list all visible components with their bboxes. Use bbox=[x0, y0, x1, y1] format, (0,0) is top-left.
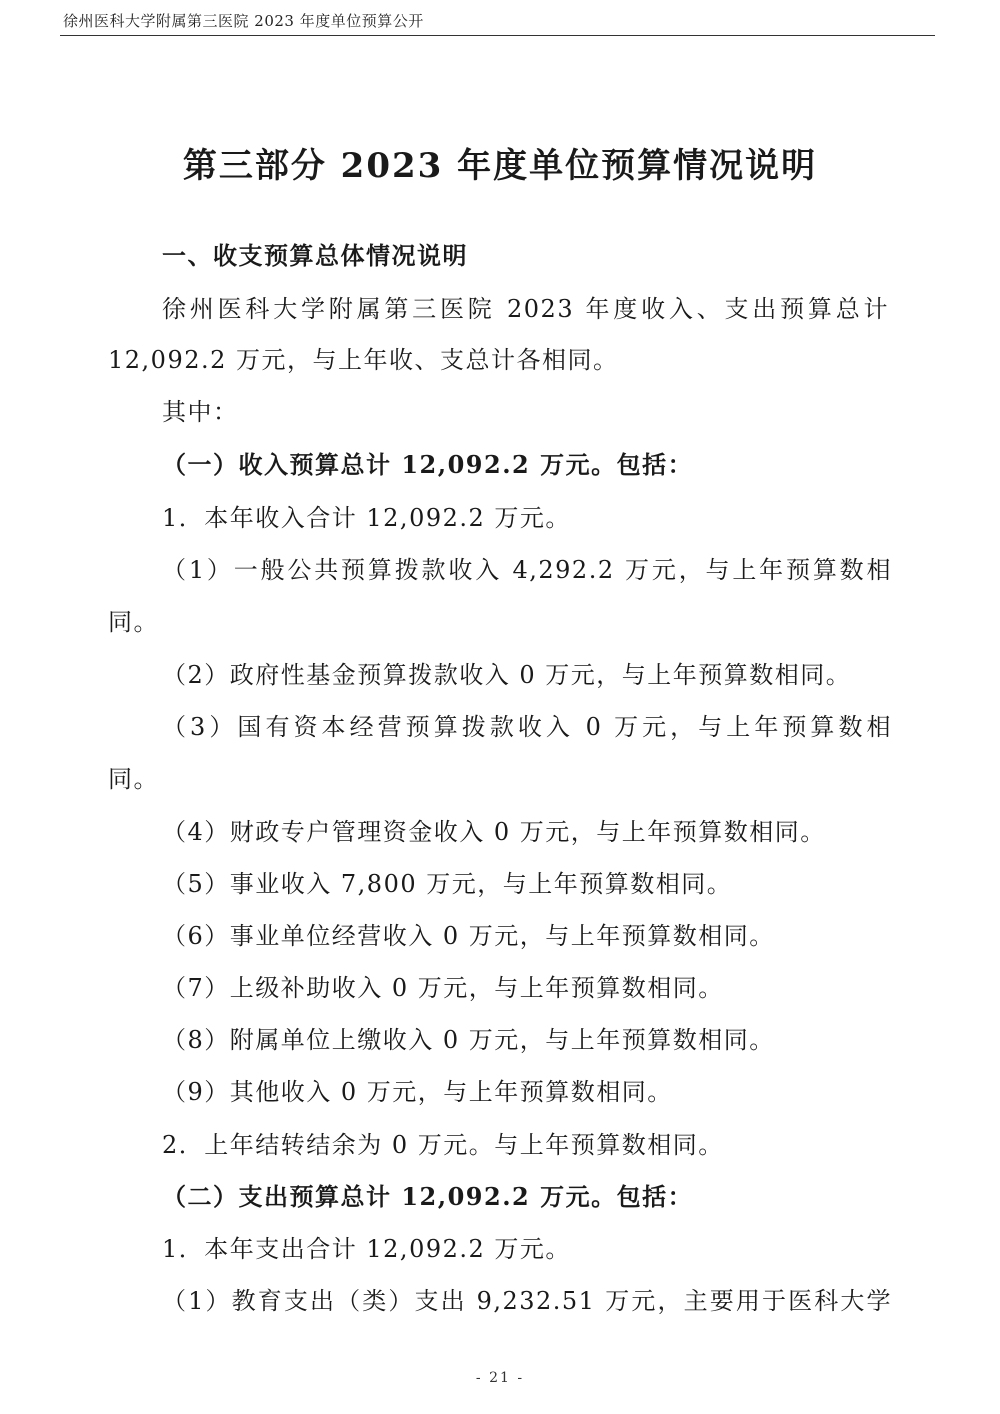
header-divider bbox=[60, 35, 935, 36]
paragraph-line: （8）附属单位上缴收入 0 万元，与上年预算数相同。 bbox=[162, 1026, 775, 1054]
paragraph-line: （2）政府性基金预算拨款收入 0 万元，与上年预算数相同。 bbox=[162, 661, 852, 689]
paragraph-line: （9）其他收入 0 万元，与上年预算数相同。 bbox=[162, 1078, 673, 1106]
paragraph-line: 12,092.2 万元，与上年收、支总计各相同。 bbox=[108, 346, 619, 374]
page-number: - 21 - bbox=[475, 1370, 525, 1386]
page-header: 徐州医科大学附属第三医院 2023 年度单位预算公开 bbox=[63, 12, 424, 30]
paragraph-line: 1．本年支出合计 12,092.2 万元。 bbox=[162, 1235, 571, 1263]
paragraph-line: （3）国有资本经营预算拨款收入 0 万元，与上年预算数相 bbox=[162, 713, 892, 741]
paragraph-line: （5）事业收入 7,800 万元，与上年预算数相同。 bbox=[162, 870, 733, 898]
paragraph-line: （1）一般公共预算拨款收入 4,292.2 万元，与上年预算数相 bbox=[162, 556, 892, 584]
subsection-heading: （一）收入预算总计 12,092.2 万元。包括： bbox=[162, 450, 694, 479]
subsection-heading: （二）支出预算总计 12,092.2 万元。包括： bbox=[162, 1182, 694, 1211]
paragraph-line: （4）财政专户管理资金收入 0 万元，与上年预算数相同。 bbox=[162, 818, 826, 846]
paragraph-line: （1）教育支出（类）支出 9,232.51 万元，主要用于医科大学 bbox=[162, 1287, 892, 1315]
paragraph-line: （7）上级补助收入 0 万元，与上年预算数相同。 bbox=[162, 974, 724, 1002]
paragraph-line: 其中： bbox=[162, 398, 239, 426]
paragraph-line: 2．上年结转结余为 0 万元。与上年预算数相同。 bbox=[162, 1131, 724, 1159]
paragraph-line: （6）事业单位经营收入 0 万元，与上年预算数相同。 bbox=[162, 922, 775, 950]
page-title: 第三部分 2023 年度单位预算情况说明 bbox=[182, 146, 818, 186]
section-heading: 一、收支预算总体情况说明 bbox=[162, 241, 468, 270]
paragraph-line: 徐州医科大学附属第三医院 2023 年度收入、支出预算总计 bbox=[162, 295, 889, 323]
paragraph-line: 1．本年收入合计 12,092.2 万元。 bbox=[162, 504, 571, 532]
paragraph-line: 同。 bbox=[108, 608, 159, 636]
paragraph-line: 同。 bbox=[108, 765, 159, 793]
